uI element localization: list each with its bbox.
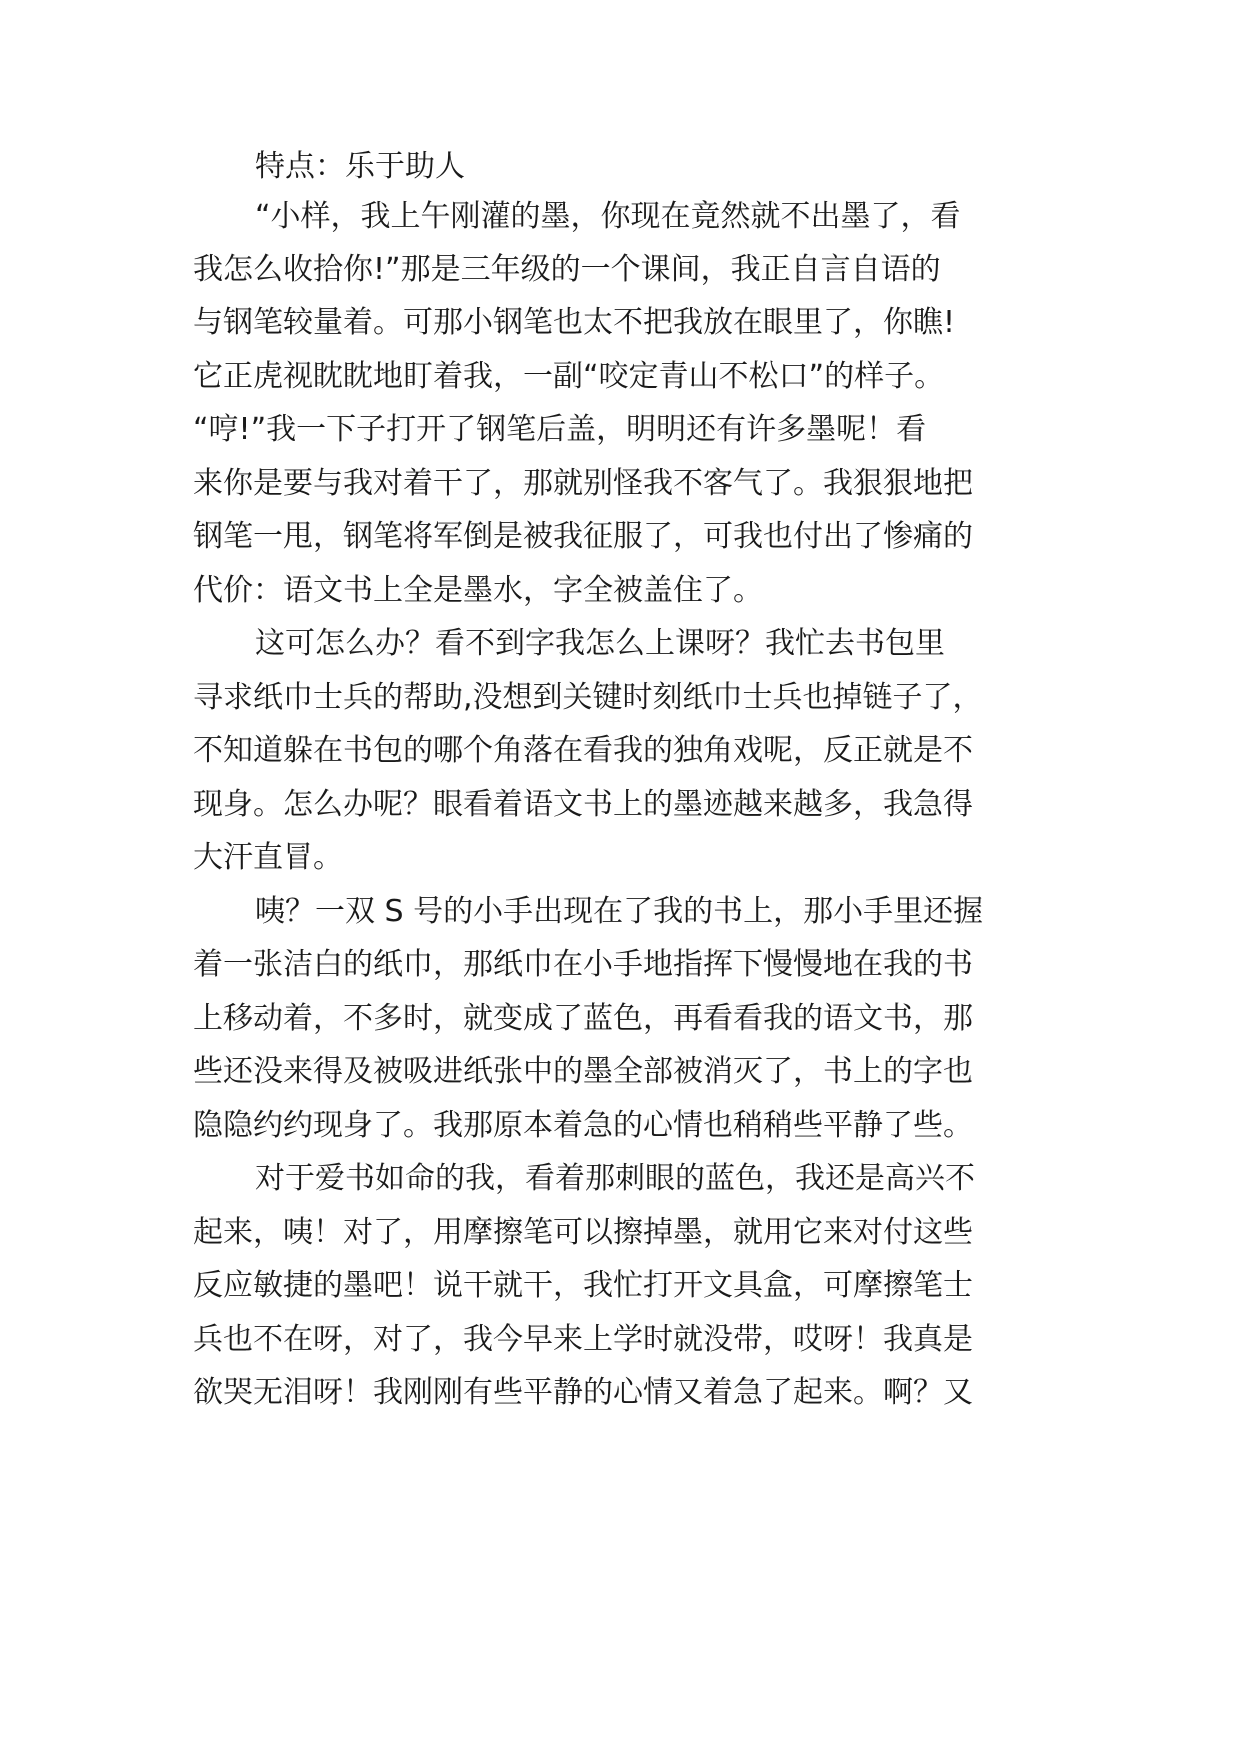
paragraph-line: 兵也不在呀，对了，我今早来上学时就没带，哎呀！我真是 bbox=[193, 1322, 973, 1357]
paragraph-line: 对于爱书如命的我，看着那刺眼的蓝色，我还是高兴不 bbox=[255, 1161, 975, 1196]
paragraph-line: 起来，咦！对了，用摩擦笔可以擦掉墨，就用它来对付这些 bbox=[193, 1215, 973, 1250]
paragraph-line: 咦？一双 S 号的小手出现在了我的书上，那小手里还握 bbox=[255, 894, 984, 929]
paragraph-line: 钢笔一甩，钢笔将军倒是被我征服了，可我也付出了惨痛的 bbox=[193, 519, 973, 554]
paragraph-line: 来你是要与我对着干了，那就别怪我不客气了。我狠狠地把 bbox=[193, 466, 973, 501]
paragraph-line: 它正虎视眈眈地盯着我，一副“咬定青山不松口”的样子。 bbox=[193, 359, 945, 394]
paragraph-line: 反应敏捷的墨吧！说干就干，我忙打开文具盒，可摩擦笔士 bbox=[193, 1268, 973, 1303]
paragraph-line: “小样，我上午刚灌的墨，你现在竟然就不出墨了，看 bbox=[255, 199, 961, 234]
paragraph-line: 这可怎么办？看不到字我怎么上课呀？我忙去书包里 bbox=[255, 626, 945, 661]
paragraph-line: “哼!”我一下子打开了钢笔后盖，明明还有许多墨呢！看 bbox=[193, 412, 927, 447]
paragraph-line: 寻求纸巾士兵的帮助,没想到关键时刻纸巾士兵也掉链子了， bbox=[193, 680, 983, 715]
paragraph-line: 隐隐约约现身了。我那原本着急的心情也稍稍些平静了些。 bbox=[193, 1108, 973, 1143]
paragraph-line: 我怎么收拾你!”那是三年级的一个课间，我正自言自语的 bbox=[193, 252, 941, 287]
paragraph-line: 大汗直冒。 bbox=[193, 840, 343, 875]
paragraph-line: 着一张洁白的纸巾，那纸巾在小手地指挥下慢慢地在我的书 bbox=[193, 947, 973, 982]
paragraph-line: 不知道躲在书包的哪个角落在看我的独角戏呢，反正就是不 bbox=[193, 733, 973, 768]
paragraph-line: 些还没来得及被吸进纸张中的墨全部被消灭了，书上的字也 bbox=[193, 1054, 973, 1089]
paragraph-line: 现身。怎么办呢？眼看着语文书上的墨迹越来越多，我急得 bbox=[193, 787, 973, 822]
paragraph-line: 与钢笔较量着。可那小钢笔也太不把我放在眼里了，你瞧! bbox=[193, 305, 956, 340]
paragraph-line: 欲哭无泪呀！我刚刚有些平静的心情又着急了起来。啊？又 bbox=[193, 1375, 973, 1410]
paragraph-line: 上移动着，不多时，就变成了蓝色，再看看我的语文书，那 bbox=[193, 1001, 973, 1036]
paragraph-line: 代价：语文书上全是墨水，字全被盖住了。 bbox=[193, 573, 763, 608]
paragraph-line: 特点：乐于助人 bbox=[255, 149, 465, 184]
